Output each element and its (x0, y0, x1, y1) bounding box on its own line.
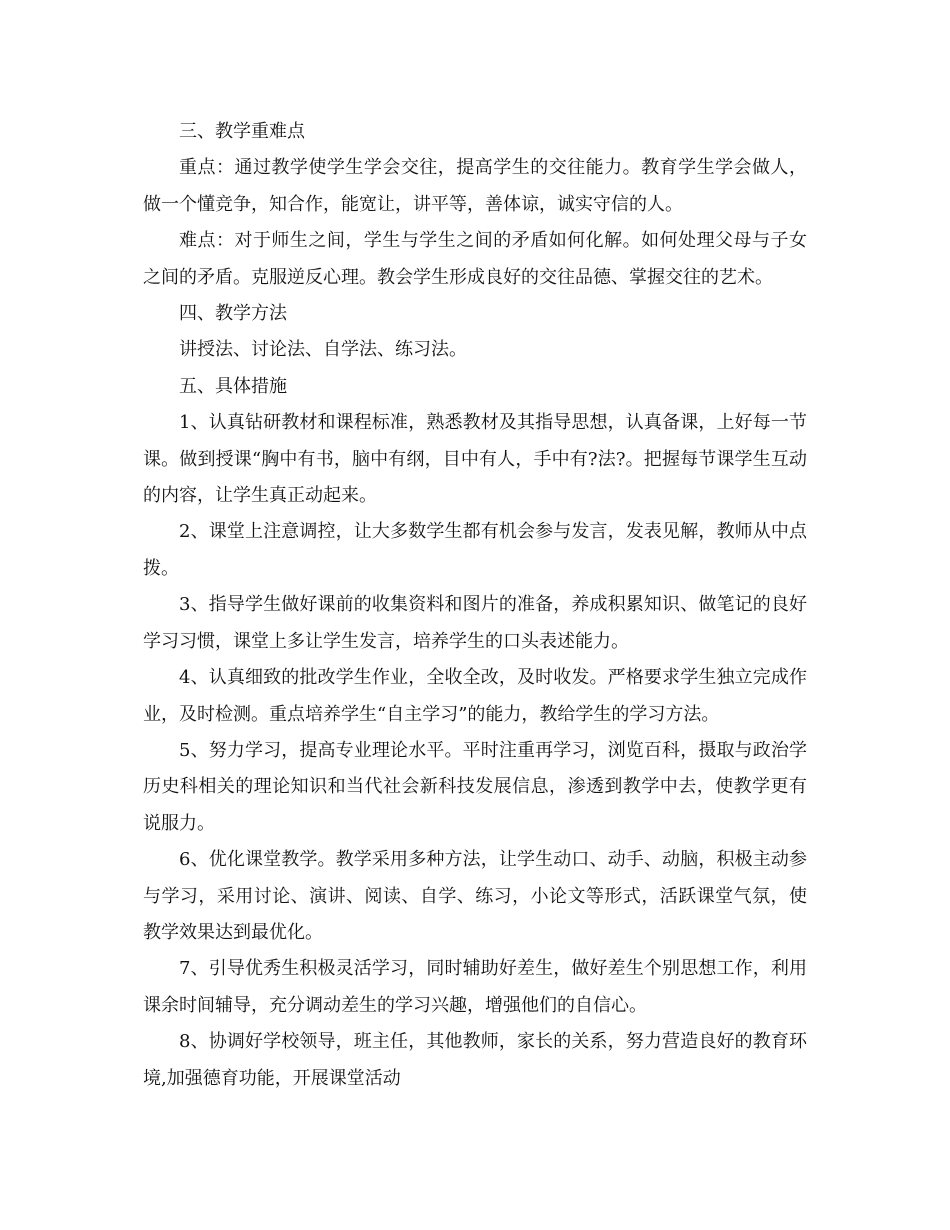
measure-item-8: 8、协调好学校领导，班主任，其他教师，家长的关系，努力营造良好的教育环境,加强德育功能，开展课堂活动 (143, 1031, 807, 1089)
section-heading-methods: 四、教学方法 (179, 303, 287, 325)
measure-item-6: 6、优化课堂教学。教学采用多种方法，让学生动口、动手、动脑，积极主动参与学习，采用讨论、演讲、阅读、自学、练习，小论文等形式，活跃课堂气氛，使教学效果达到最优化。 (143, 849, 807, 943)
measure-item-4: 4、认真细致的批改学生作业，全收全改，及时收发。严格要求学生独立完成作业，及时检测。重点培养学生“自主学习”的能力，教给学生的学习方法。 (143, 667, 807, 725)
paragraph-key-points: 重点：通过教学使学生学会交往，提高学生的交往能力。教育学生学会做人，做一个懂竞争，知合作，能宽让，讲平等，善体谅，诚实守信的人。 (143, 157, 807, 215)
measure-item-5: 5、努力学习，提高专业理论水平。平时注重再学习，浏览百科，摄取与政治学历史科相关的理论知识和当代社会新科技发展信息，渗透到教学中去，使教学更有说服力。 (143, 739, 807, 834)
section-heading-difficulties: 三、教学重难点 (179, 121, 305, 142)
paragraph-difficult-points: 难点：对于师生之间，学生与学生之间的矛盾如何化解。如何处理父母与子女之间的矛盾。克服逆反心理。教会学生形成良好的交往品德、掌握交往的艺术。 (143, 230, 807, 288)
section-heading-measures: 五、具体措施 (179, 375, 287, 397)
measure-item-3: 3、指导学生做好课前的收集资料和图片的准备，养成积累知识、做笔记的良好学习习惯，课堂上多让学生发言，培养学生的口头表述能力。 (143, 594, 807, 652)
document-body (143, 114, 807, 1097)
measure-item-2: 2、课堂上注意调控，让大多数学生都有机会参与发言，发表见解，教师从中点拨。 (143, 521, 807, 579)
measure-item-1: 1、认真钻研教材和课程标准，熟悉教材及其指导思想，认真备课，上好每一节课。做到授课“胸中有书，脑中有纲，目中有人，手中有?法?。把握每节课学生互动的内容，让学生真正动起来。 (143, 412, 807, 507)
measure-item-7: 7、引导优秀生积极灵活学习，同时辅助好差生，做好差生个别思想工作，利用课余时间辅导，充分调动差生的学习兴趣，增强他们的自信心。 (143, 958, 807, 1016)
paragraph-methods: 讲授法、讨论法、自学法、练习法。 (179, 339, 467, 361)
